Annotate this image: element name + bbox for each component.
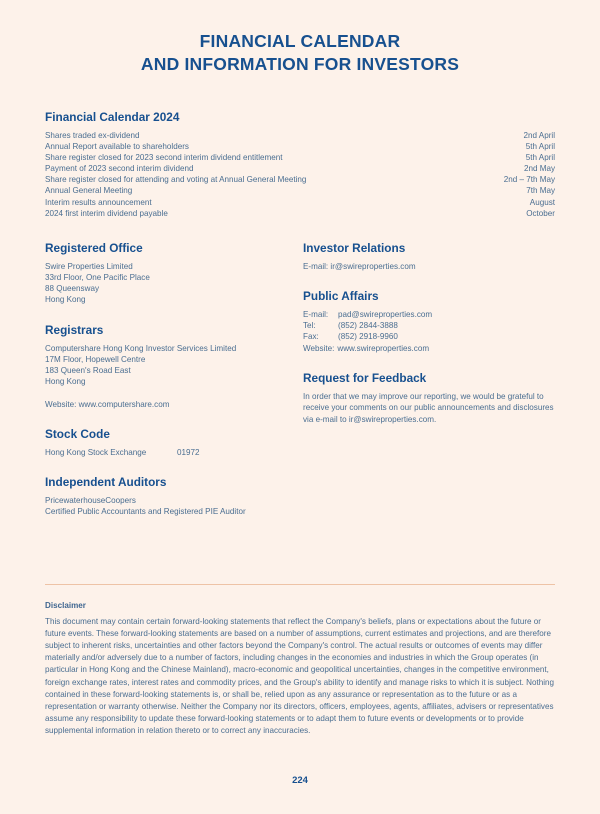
contact-columns [45,241,555,518]
email-label: E-mail: [303,309,329,319]
calendar-event: Shares traded ex-dividend [45,131,140,140]
calendar-date: 7th May [526,186,555,196]
page-title-line-2: AND INFORMATION FOR INVESTORS [140,54,460,74]
table-row [45,163,555,174]
disclaimer-heading: Disclaimer [45,601,86,610]
request-for-feedback-body: In order that we may improve our reporting, we would be grateful to receive your comments on our public announcements and disclosures via e-mail to ir@swireproperties.com. [303,391,554,424]
website-label: Website: [303,343,335,353]
stock-code-section [45,427,303,458]
registered-office-heading: Registered Office [45,240,143,255]
table-row [45,174,555,185]
page-number: 224 [292,775,308,786]
table-row [45,152,555,163]
public-affairs-section [303,289,555,354]
calendar-date: 5th April [525,142,555,152]
fax-label: Fax: [303,332,319,342]
registrars-heading: Registrars [45,322,104,337]
public-affairs-tel-row [303,320,555,331]
fax-value: (852) 2918-9960 [338,332,398,342]
page-title [45,0,555,76]
investor-relations-email: E-mail: ir@swireproperties.com [303,261,416,271]
auditor-line: PricewaterhouseCoopers [45,495,136,505]
contact-column-left [45,241,303,518]
table-row [45,208,555,219]
calendar-date: 2nd April [523,131,555,140]
tel-label: Tel: [303,321,316,331]
stock-code-heading: Stock Code [45,426,110,441]
page-title-line-1: FINANCIAL CALENDAR [199,31,401,51]
tel-value: (852) 2844-3888 [338,321,398,331]
auditor-line: Certified Public Accountants and Registered PIE Auditor [45,507,246,517]
disclaimer-body: This document may contain certain forward-looking statements that reflect the Company's beliefs, plans or expectations about the future or future events. These forward-looking statements are based on a number of assumptions, current estimates and projections, and are therefore subject to inherent risks, uncertainties and other factors beyond the Company's control. The actual results or outcomes of events may differ materially and/or adversely due to a number of factors, including changes in the economies and industries in which the Group operates (in particular in Hong Kong and the Chinese Mainland), macro-economic and geopolitical uncertainties, changes in the competitive environment, foreign exchange rates, interest rates and commodity prices, and the Group's ability to identify and manage risks to which it is subject. Nothing contained in these forward-looking statements is, or shall be, relied upon as any assurance or representation as to the future or as a representation or warranty otherwise. Neither the Company nor its directors, officers, employees, agents, affiliates, advisers or representatives assume any responsibility to update these forward-looking statements or to adapt them to future events or developments or to provide supplemental information in relation thereto or to correct any inaccuracies. [45,616,555,736]
request-for-feedback-section [303,371,555,425]
calendar-event: 2024 first interim dividend payable [45,208,168,218]
address-line: Hong Kong [45,295,86,305]
request-for-feedback-heading: Request for Feedback [303,370,427,385]
independent-auditors-section [45,475,303,517]
calendar-event: Interim results announcement [45,197,152,207]
public-affairs-email-row [303,309,555,320]
line-spacer [45,387,303,398]
disclaimer-section [45,600,555,738]
address-line: 88 Queensway [45,284,99,294]
table-row [45,130,555,141]
email-value: pad@swireproperties.com [338,309,433,319]
independent-auditors-heading: Independent Auditors [45,474,167,489]
financial-calendar-section [45,110,555,219]
table-row [45,197,555,208]
contact-column-right [303,241,555,518]
registrars-section [45,323,303,410]
table-row [45,185,555,196]
calendar-date: 5th April [525,153,555,163]
calendar-date: 2nd May [523,164,555,174]
address-line: Swire Properties Limited [45,261,133,271]
calendar-event: Share register closed for attending and voting at Annual General Meeting [45,175,307,185]
stock-exchange-label: Hong Kong Stock Exchange [45,447,147,457]
calendar-date: 2nd – 7th May [503,175,555,185]
registered-office-section [45,241,303,306]
stock-code-row [45,447,303,458]
calendar-date: October [526,208,555,218]
investor-relations-heading: Investor Relations [303,240,406,255]
section-divider [45,584,555,585]
registrars-website: Website: www.computershare.com [45,399,170,409]
public-affairs-heading: Public Affairs [303,288,379,303]
address-line: 17M Floor, Hopewell Centre [45,354,146,364]
address-line: 33rd Floor, One Pacific Place [45,272,150,282]
calendar-date: August [529,197,555,207]
address-line: 183 Queen's Road East [45,365,131,375]
stock-code-value: 01972 [177,447,200,457]
public-affairs-website-row [303,343,555,354]
public-affairs-fax-row [303,331,555,342]
financial-calendar-heading: Financial Calendar 2024 [45,110,180,124]
website-value: www.swireproperties.com [337,343,430,353]
investor-relations-section [303,241,555,272]
calendar-event: Annual General Meeting [45,186,133,196]
calendar-event: Share register closed for 2023 second interim dividend entitlement [45,153,283,163]
address-line: Hong Kong [45,377,86,387]
calendar-event: Annual Report available to shareholders [45,142,189,152]
calendar-event: Payment of 2023 second interim dividend [45,164,194,174]
address-line: Computershare Hong Kong Investor Services Limited [45,343,237,353]
table-row [45,141,555,152]
